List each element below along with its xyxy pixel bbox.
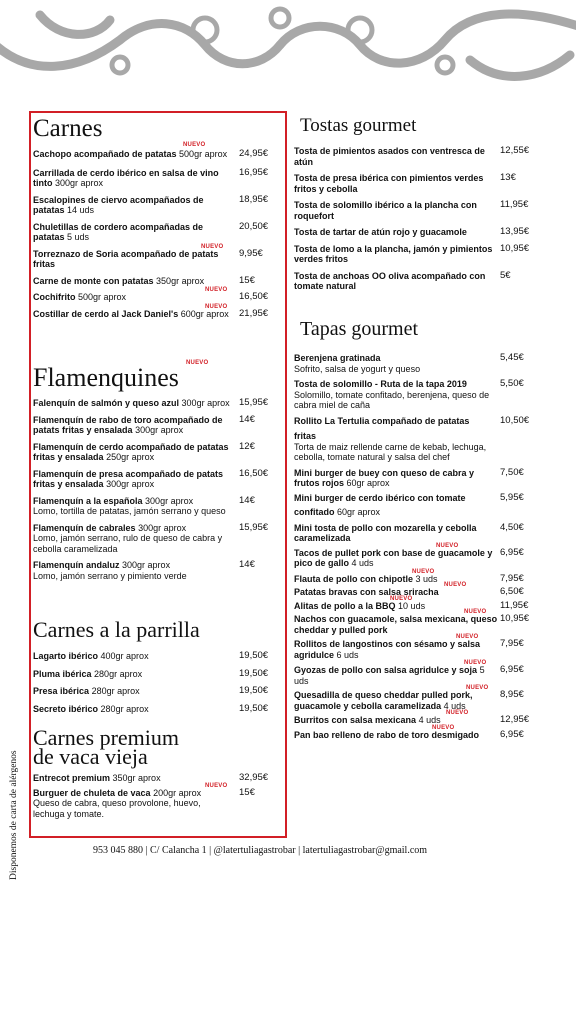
menu-item-portion: 250gr aprox (106, 452, 155, 462)
menu-item-price: 13€ (500, 172, 516, 183)
nuevo-badge: NUEVO (456, 634, 479, 640)
menu-item-description: Lomo, jamón serrano y pimiento verde (33, 570, 187, 581)
menu-item-name: Tosta de pimientos asados con ventresca de atún (294, 146, 485, 167)
menu-item-name: Falenquín de salmón y queso azul (33, 398, 180, 408)
left-column (33, 115, 276, 819)
menu-item-portion: 5 uds (67, 232, 90, 242)
menu-item-price: 8,95€ (500, 689, 524, 700)
nuevo-badge: NUEVO (390, 595, 413, 602)
nuevo-badge: NUEVO (432, 724, 455, 731)
nuevo-badge: NUEVO (201, 243, 224, 250)
menu-item (33, 560, 276, 581)
nuevo-badge: NUEVO (464, 660, 487, 666)
menu-item (294, 523, 534, 544)
menu-item-price: 12,95€ (500, 714, 530, 725)
menu-item-name: Flamenquín de presa acompañado de patats fritas y ensalada (33, 468, 224, 489)
section-title-tapas: Tapas gourmet (300, 318, 419, 340)
section-title-premium (33, 725, 180, 769)
menu-item (294, 353, 534, 374)
menu-item-price: 19,50€ (239, 667, 269, 679)
menu-item-portion: 4 uds (418, 715, 441, 725)
nuevo-badge: NUEVO (412, 568, 435, 575)
menu-item (33, 782, 276, 820)
menu-item-portion: 300gr aprox (145, 495, 194, 506)
menu-item-price: 14€ (239, 559, 255, 570)
menu-item (33, 149, 276, 160)
menu-item-name: Pan bao relleno de rabo de toro desmigado (294, 729, 480, 740)
nuevo-badge: NUEVO (446, 710, 469, 716)
menu-item-portion: 10 uds (398, 600, 426, 611)
menu-item-name: Burguer de chuleta de vaca (33, 787, 151, 798)
menu-item-description: Lomo, tortilla de patatas, jamón serrano y queso (33, 506, 226, 516)
menu-item-price: 12,55€ (500, 145, 530, 156)
menu-item (294, 660, 534, 686)
menu-item (294, 468, 534, 489)
menu-item-price: 7,50€ (500, 466, 524, 478)
menu-item (294, 227, 534, 238)
menu-item-portion: 280gr aprox (94, 668, 143, 679)
menu-item-name: Lagarto ibérico (33, 651, 99, 661)
menu-item-name: Berenjena gratinada (294, 353, 381, 363)
menu-item-portion: 350gr aprox (112, 773, 161, 783)
menu-item-portion: 300gr aprox (135, 425, 184, 435)
menu-item-price: 10,95€ (500, 242, 530, 254)
menu-item-price: 13,95€ (500, 226, 530, 237)
menu-item-price: 11,95€ (500, 599, 529, 611)
menu-item (294, 542, 534, 569)
menu-item-name: Tosta de solomillo - Ruta de la tapa 2019 (294, 379, 467, 389)
footer-contact: 953 045 880 | C/ Calancha 1 | @latertuliagastrobar | latertuliagastrobar@gmail.com (93, 845, 428, 856)
menu-item-price: 16,95€ (239, 166, 269, 178)
menu-item-name: Cochifrito (33, 292, 76, 302)
menu-item-name: Escalopines de ciervo acompañados de patatas (33, 194, 204, 215)
menu-item-price: 14€ (239, 494, 255, 506)
menu-item-price: 15,95€ (239, 397, 269, 408)
section-title-flamenquines: Flamenquines (33, 363, 179, 392)
menu-item (33, 469, 276, 490)
menu-item (294, 379, 534, 411)
menu-item-name: Carrillada de cerdo ibérico en salsa de vino tinto (33, 167, 219, 188)
menu-item-portion: 14 uds (67, 205, 95, 215)
menu-item-price: 16,50€ (239, 291, 269, 302)
menu-item (33, 168, 276, 189)
menu-item-name: Tosta de tartar de atún rojo y guacamole (294, 227, 467, 237)
menu-item (294, 582, 534, 598)
nuevo-badge: NUEVO (464, 609, 487, 615)
nuevo-badge: NUEVO (436, 542, 459, 549)
menu-item (294, 710, 534, 726)
menu-item-name: Flamenquín de rabo de toro acompañado de patats fritas y ensalada (33, 414, 223, 435)
menu-item-price: 6,50€ (500, 586, 524, 597)
menu-item-portion: 300gr aprox (122, 560, 171, 570)
premium-title-line1: Carnes premium (33, 725, 180, 750)
menu-item-price: 10,95€ (500, 613, 530, 624)
menu-item-portion: 280gr aprox (100, 703, 149, 714)
menu-item-name: Mini burger de buey con queso de cabra y frutos rojos (294, 467, 475, 488)
menu-item-price: 15€ (239, 274, 255, 286)
decorative-flourish (0, 0, 576, 90)
menu-item-name: Tosta de lomo a la plancha, jamón y pimientos verdes fritos (294, 243, 493, 264)
menu-item (33, 496, 276, 517)
menu-item-name: confitado (294, 507, 335, 517)
menu-item-name: Tosta de presa ibérica con pimientos verdes fritos y cebolla (294, 173, 484, 194)
menu-item-name: Flamenquín andaluz (33, 560, 120, 570)
menu-item-description: Solomillo, tomate confitado, berenjena, queso de cabra miel de caña (294, 389, 490, 410)
menu-item-name: Tacos de pullet pork con base de guacamole y pico de gallo (294, 547, 493, 568)
menu-item-name: Mini burger de cerdo ibérico con tomate (294, 492, 466, 503)
menu-item-price: 10,50€ (500, 414, 530, 426)
menu-item-price: 7,95€ (500, 638, 524, 649)
menu-item-name: Rollitos de langostinos con sésamo y salsa agridulce (294, 639, 481, 660)
menu-item-price: 21,95€ (239, 307, 269, 319)
menu-item-price: 7,95€ (500, 572, 524, 584)
menu-item-name: Burritos con salsa mexicana (294, 715, 417, 725)
menu-item (33, 523, 276, 555)
menu-item-name: Gyozas de pollo con salsa agridulce y soja (294, 665, 478, 675)
menu-item-portion: 300gr aprox (138, 522, 187, 533)
menu-item-price: 6,95€ (500, 664, 524, 675)
nuevo-badge: NUEVO (205, 287, 228, 293)
menu-item-price: 19,50€ (239, 650, 269, 661)
menu-item-portion: 200gr aprox (153, 787, 202, 798)
menu-item-price: 11,95€ (500, 199, 529, 210)
menu-item-description: Lomo, jamón serrano, rulo de queso de cabra y cebolla caramelizada (33, 533, 223, 554)
menu-item (294, 271, 534, 292)
menu-item (33, 398, 276, 409)
menu-item (294, 507, 534, 518)
menu-item (33, 243, 276, 270)
menu-item-name: Patatas bravas con salsa sriracha (294, 587, 439, 597)
menu-item-portion: 3 uds (415, 573, 438, 584)
menu-item-price: 6,95€ (500, 728, 524, 740)
menu-item-description: Sofrito, salsa de yogurt y queso (294, 363, 421, 374)
nuevo-badge: NUEVO (444, 582, 467, 588)
menu-item (33, 287, 276, 303)
menu-item-name: Rollito La Tertulia compañado de patatas (294, 415, 470, 426)
menu-item-price: 6,95€ (500, 546, 524, 558)
menu-item-name: Mini tosta de pollo con mozarella y cebolla caramelizada (294, 522, 477, 543)
section-title-tostas: Tostas gourmet (300, 115, 417, 136)
menu-item-price: 5,50€ (500, 378, 524, 389)
menu-item-price: 14€ (239, 413, 255, 425)
menu-item (33, 195, 276, 216)
menu-item-price: 32,95€ (239, 772, 269, 783)
menu-item-name: Secreto ibérico (33, 703, 99, 714)
menu-item-description: Torta de maiz rellende carne de kebab, lechuga, cebolla, tomate natural y salsa del chef (294, 441, 487, 462)
menu-item-name: Cachopo acompañado de patatas (33, 149, 177, 159)
section-title-carnes: Carnes (33, 115, 103, 142)
menu-item (294, 200, 534, 221)
menu-item-name: Pluma ibérica (33, 668, 92, 679)
menu-item (294, 146, 534, 167)
menu-item-price: 18,95€ (239, 193, 269, 205)
menu-item-price: 12€ (239, 440, 255, 452)
menu-item-name: Nachos con guacamole, salsa mexicana, queso cheddar y pulled pork (294, 614, 498, 635)
menu-item (33, 669, 276, 680)
menu-item (33, 651, 276, 662)
menu-item-name: Alitas de pollo a la BBQ (294, 600, 396, 611)
menu-item-portion: 4 uds (351, 558, 374, 568)
menu-item (294, 685, 534, 711)
menu-item-portion: 500gr aprox (78, 292, 127, 302)
menu-item-name: Torreznazo de Soria acompañado de patats fritas (33, 248, 219, 269)
menu-item-portion: 500gr aprox (179, 149, 228, 159)
menu-item (294, 595, 534, 612)
nuevo-badge: NUEVO (186, 360, 209, 366)
right-column (294, 115, 534, 740)
menu-item-name: Carne de monte con patatas (33, 275, 154, 286)
menu-item-price: 15,95€ (239, 521, 269, 533)
menu-item (33, 704, 276, 715)
menu-item-name: fritas (294, 431, 317, 441)
menu-item-name: Quesadilla de queso cheddar pulled pork, guacamole y cebolla caramelizada (294, 690, 473, 711)
menu-item-price: 9,95€ (239, 247, 263, 259)
nuevo-badge: NUEVO (205, 782, 228, 789)
menu-item (294, 244, 534, 265)
menu-item-portion: 6 uds (336, 649, 359, 660)
menu-item-name: Flamenquín de cabrales (33, 522, 136, 533)
nuevo-badge: NUEVO (205, 303, 228, 310)
menu-item (294, 568, 534, 585)
menu-item-price: 19,50€ (239, 685, 269, 696)
menu-item-name: Tosta de solomillo ibérico a la plancha con roquefort (294, 200, 477, 221)
menu-item-name: Flamenquín de cerdo acompañado de patatas fritas y ensalada (33, 441, 229, 462)
menu-item (33, 686, 276, 697)
menu-item (33, 303, 276, 320)
menu-item-name: Entrecot premium (33, 773, 111, 783)
menu-item-name: Flauta de pollo con chipotle (294, 573, 414, 584)
menu-item-portion: 280gr aprox (91, 686, 140, 696)
menu-item (294, 416, 534, 427)
menu-item (294, 634, 534, 660)
menu-item (294, 609, 534, 635)
allergen-note: Disponemos de carta de alérgenos (9, 750, 19, 880)
menu-item (294, 173, 534, 194)
menu-item-name: Chuletillas de cordero acompañadas de patatas (33, 221, 204, 242)
premium-title-line2: de vaca vieja (33, 744, 148, 769)
menu-item (33, 773, 276, 784)
menu-item-portion: 60gr aprox (337, 507, 381, 517)
section-title-parrilla: Carnes a la parrilla (33, 617, 200, 642)
menu-item-price: 16,50€ (239, 467, 269, 479)
menu-item-name: Tosta de anchoas OO oliva acompañado con tomate natural (294, 270, 486, 291)
menu-item-description: Queso de cabra, queso provolone, huevo, lechuga y tomate. (33, 798, 201, 819)
menu-item-portion: 4 uds (443, 700, 466, 711)
menu-item (294, 724, 534, 741)
menu-item (33, 442, 276, 463)
menu-item-portion: 60gr aprox (346, 478, 390, 488)
menu-item-price: 4,50€ (500, 521, 524, 533)
menu-item-price: 5€ (500, 269, 511, 281)
menu-item-price: 15€ (239, 786, 255, 798)
menu-item-portion: 300gr aprox (55, 178, 104, 188)
menu-item-name: Presa ibérica (33, 686, 90, 696)
nuevo-badge: NUEVO (466, 685, 489, 691)
menu-item-name: Costillar de cerdo al Jack Daniel's (33, 308, 179, 319)
menu-item-portion: 400gr aprox (100, 651, 149, 661)
menu-item-price: 5,95€ (500, 491, 524, 503)
menu-item-price: 19,50€ (239, 702, 269, 714)
menu-item-price: 20,50€ (239, 220, 269, 232)
menu-item-price: 5,45€ (500, 352, 524, 363)
menu-item-portion: 300gr aprox (181, 398, 230, 408)
menu-item (33, 276, 276, 287)
menu-item (294, 493, 534, 504)
menu-item-portion: 600gr aprox (180, 308, 229, 319)
menu-item-portion: 5 uds (294, 665, 485, 686)
menu-item (33, 415, 276, 436)
menu-item-name: Flamenquín a la española (33, 495, 143, 506)
menu-item-price: 24,95€ (239, 148, 269, 159)
menu-item (33, 222, 276, 243)
menu-item-portion: 350gr aprox (156, 275, 205, 286)
nuevo-badge: NUEVO (183, 142, 206, 148)
menu-item (294, 431, 534, 463)
menu-item-portion: 300gr aprox (106, 479, 155, 489)
